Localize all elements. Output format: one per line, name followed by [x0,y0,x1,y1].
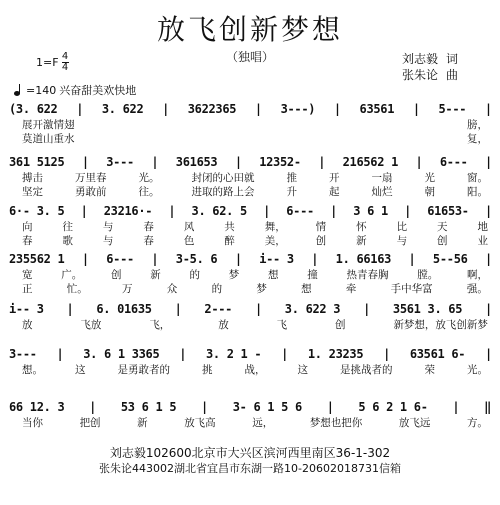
lyric-row [8,268,492,282]
measure: 63561 [359,102,395,116]
bar-line: | [333,102,341,116]
bar-line: | [408,252,416,266]
lyric-syllable: 牵 [345,283,357,295]
bar-line: | [80,204,88,218]
lyric-syllable: 热青春胸 [346,269,389,281]
measure: 6. 01635 [96,302,152,316]
lyric-syllable: 飞 [276,319,288,331]
measure: 6--- [286,204,314,218]
lyric-syllable: 开 [329,172,340,184]
lyric-syllable: 是勇敢者的 [117,364,170,376]
measure: 361 5125 [9,155,65,169]
staff-system [8,202,492,248]
measure: 5--56 [432,252,468,266]
lyric-syllable: 一扇 [371,172,393,184]
lyric-syllable: 业 [477,235,488,247]
key-signature [36,52,69,73]
measure: 6--- [439,155,468,169]
staff-system [8,250,492,296]
bar-line: | [330,204,338,218]
bar-line: | [81,252,89,266]
lyric-syllable: 放飞高 [184,417,216,429]
measure: 6--- [106,252,134,266]
lyric-syllable: 坚定 [22,186,43,198]
bar-line: | [174,302,182,316]
lyric-syllable: 新 [356,235,367,247]
time-numerator: 4 [61,51,69,62]
lyric-syllable: 这 [75,364,86,376]
measure: 6·- 3. 5 [9,204,65,218]
contact-footer [0,445,500,477]
notation-row [8,345,492,363]
notation-row [8,250,492,268]
lyric-syllable: 想 [301,283,312,295]
lyric-syllable: 莫道山重水 [22,133,75,145]
lyric-syllable: 荣 [424,364,435,376]
lyric-syllable: 新 [150,269,161,281]
bar-line: | [151,155,159,169]
lyric-syllable: 醉 [224,235,235,247]
bar-line: | [89,400,97,414]
lyric-syllable: 阳。 [467,186,488,198]
lyric-syllable: 复， [467,133,488,145]
lyric-syllable: 放 [218,319,229,331]
quarter-note-icon [14,84,23,96]
lyric-syllable: 光 [424,172,435,184]
lyric-syllable: 升 [286,186,297,198]
notation-row [8,398,492,416]
bar-line: | [263,204,271,218]
lyric-syllable: 与 [102,221,114,233]
measure: 235562 1 [9,252,65,266]
lyric-syllable: 膀， [467,119,488,131]
lyric-syllable: 战， [244,364,266,376]
page-title: 放飞创新梦想 [156,13,343,46]
lyric-syllable: 推 [286,172,297,184]
lyric-syllable: 啊， [467,269,488,281]
lyric-row [8,282,492,296]
bar-line: | [363,302,371,316]
bar-line: | [484,102,492,116]
bar-line: | [318,155,326,169]
lyric-syllable: 春 [143,235,154,247]
lyric-row [8,132,492,146]
measure: 12352- [259,155,301,169]
bar-line: | [484,204,492,218]
lyric-syllable: 新 [137,417,148,429]
lyric-syllable: 的 [211,283,223,295]
bar-line: | [412,102,420,116]
lyric-syllable: 宽 [22,269,33,281]
lyricist-role: 词 [446,52,459,66]
lyric-syllable: 把创 [79,417,101,429]
lyric-syllable: 广。 [61,269,83,281]
lyric-syllable: 万 [122,283,133,295]
tempo-value: =140 [26,83,57,97]
measure: 3--- [9,347,37,361]
lyric-row [8,118,492,132]
lyric-syllable: 歌 [62,235,73,247]
lyric-syllable: 正 [22,283,33,295]
lyric-syllable: 往 [62,221,73,233]
bar-line: | [485,155,492,169]
lyric-syllable: 膛。 [417,269,439,281]
lyric-syllable: 手中华富 [390,283,433,295]
staff-system [8,345,492,377]
lyric-syllable: 方。 [466,417,488,429]
measure: 1. 23235 [307,347,364,361]
lyric-syllable: 春 [22,235,33,247]
measure: 3. 622 3 [284,302,341,316]
lyric-syllable: 起 [329,186,340,198]
lyric-syllable: 忙。 [66,283,88,295]
lyric-syllable: 想 [268,269,279,281]
bar-line: | [162,102,170,116]
lyric-syllable: 色 [183,235,195,247]
key-label: 1=F [36,56,59,69]
lyric-syllable: 与 [396,235,408,247]
bar-line: | [254,102,262,116]
measure: 3---) [280,102,316,116]
lyric-row [8,220,492,234]
lyric-syllable: 创 [437,235,448,247]
notation-row [8,202,492,220]
measure: 5 6 2 1 6- [358,400,428,414]
lyric-row [8,171,492,185]
measure: 5--- [438,102,467,116]
lyric-row [8,318,492,332]
lyric-syllable: 美， [264,235,286,247]
measure: 3. 2 1 - [205,347,262,361]
measure: ‖ [484,400,491,414]
bar-line: | [254,302,262,316]
lyric-syllable: 风 [183,221,195,233]
bar-line: | [485,347,492,361]
notation-row [8,153,492,171]
lyricist-credit [402,51,458,67]
lyric-syllable: 共 [224,221,235,233]
lyric-syllable: 新梦想，放飞创新梦 [393,319,488,331]
bar-line: | [168,204,176,218]
measure: 3- 6 1 5 6 [232,400,302,414]
bar-line: | [151,252,159,266]
bar-line: | [383,347,391,361]
lyric-syllable: 往。 [138,186,160,198]
lyric-syllable: 万里春 [75,172,107,184]
measure: 3. 62. 5 [191,204,247,218]
lyric-syllable: 创 [335,319,346,331]
bar-line: | [485,302,492,316]
lyric-syllable: 与 [102,235,114,247]
lyric-syllable: 光。 [467,364,488,376]
time-signature [62,52,69,73]
lyric-syllable: 飞， [149,319,171,331]
lyric-syllable: 创 [315,235,327,247]
measure: 361653 [175,155,218,169]
lyric-syllable: 向 [22,221,33,233]
staff-system [8,398,492,430]
lyric-syllable: 地 [477,221,488,233]
bar-line: | [234,155,242,169]
lyric-syllable: 创 [111,269,122,281]
measure: 61653- [427,204,469,218]
measure: 3-5. 6 [175,252,218,266]
bar-line: | [201,400,208,414]
measure: i-- 3 [9,302,44,316]
bar-line: | [234,252,242,266]
bar-line: | [326,400,334,414]
measure: 3--- [106,155,134,169]
bar-line: | [311,252,319,266]
bar-line: | [452,400,460,414]
bar-line: | [404,204,411,218]
bar-line: | [66,302,74,316]
measure: 53 6 1 5 [120,400,177,414]
notation-row [8,100,492,118]
lyricist-address: 刘志毅102600北京市大兴区滨河西里南区36-1-302 [109,446,391,460]
bar-line: | [179,347,187,361]
lyric-syllable: 舞， [264,221,286,233]
measure: 23216·- [103,204,153,218]
lyric-syllable: 勇敢前 [75,186,107,198]
lyric-syllable: 春 [143,221,154,233]
bar-line: | [415,155,423,169]
bar-line: | [281,347,289,361]
bar-line: | [81,155,89,169]
lyric-syllable: 比 [396,221,408,233]
lyric-syllable: 的 [189,269,200,281]
lyric-syllable: 进取的路上会 [191,186,255,198]
bar-line: | [485,252,492,266]
tempo-expression: 兴奋甜美欢快地 [59,84,137,97]
lyric-row [8,416,492,430]
lyric-syllable: 想。 [22,364,43,376]
lyricist-name: 刘志毅 [402,52,439,66]
lyric-syllable: 挑 [202,364,213,376]
lyric-syllable: 远， [252,417,274,429]
bar-line: | [56,347,64,361]
measure: 3561 3. 65 [392,302,463,316]
lyric-syllable: 这 [297,364,308,376]
measure: 3. 622 [101,102,144,116]
lyric-syllable: 梦想也把你 [309,417,363,429]
lyric-syllable: 众 [166,283,178,295]
measure: (3. 622 [9,102,58,116]
lyric-syllable: 飞放 [80,319,102,331]
staff-system [8,300,492,332]
lyric-syllable: 放 [22,319,33,331]
measure: 66 12. 3 [9,400,65,414]
lyric-syllable: 朝 [424,186,435,198]
measure: 63561 6- [409,347,466,361]
lyric-syllable: 当你 [22,417,43,429]
bar-line: | [76,102,84,116]
lyric-syllable: 梦 [256,283,267,295]
lyric-syllable: 怀 [356,221,367,233]
lyric-syllable: 放飞远 [398,417,431,429]
measure: 216562 1 [342,155,399,169]
lyric-syllable: 窗。 [467,172,488,184]
lyric-syllable: 灿烂 [371,186,393,198]
credits [402,51,458,83]
measure: 3 6 1 [353,204,388,218]
lyric-syllable: 强。 [466,283,488,295]
staff-system [8,100,492,146]
lyric-syllable: 是挑战者的 [340,364,393,376]
lyric-syllable: 梦 [228,269,240,281]
lyric-syllable: 展开激情翅 [22,119,75,131]
page-subtitle: （独唱） [225,50,274,64]
measure: 3622365 [187,102,237,116]
measure: i-- 3 [259,252,294,266]
measure: 3. 6 1 3365 [83,347,160,361]
tempo-marking [14,82,136,98]
lyric-syllable: 情 [315,221,327,233]
lyric-syllable: 搏击 [22,172,43,184]
notation-row [8,300,492,318]
lyric-row [8,363,492,377]
measure: 1. 66163 [335,252,392,266]
time-denominator: 4 [61,62,69,73]
staff-system [8,153,492,199]
lyric-row [8,234,492,248]
composer-credit [402,67,458,83]
lyric-row [8,185,492,199]
lyric-syllable: 撞 [307,269,318,281]
measure: 2--- [204,302,233,316]
lyric-syllable: 封闭的心田就 [191,172,255,184]
composer-name: 张朱论 [402,68,439,82]
composer-role: 曲 [446,68,459,82]
composer-address: 张朱论443002湖北省宜昌市东湖一路10-20602018731信箱 [99,462,401,475]
lyric-syllable: 天 [437,221,448,233]
lyric-syllable: 光。 [138,172,160,184]
